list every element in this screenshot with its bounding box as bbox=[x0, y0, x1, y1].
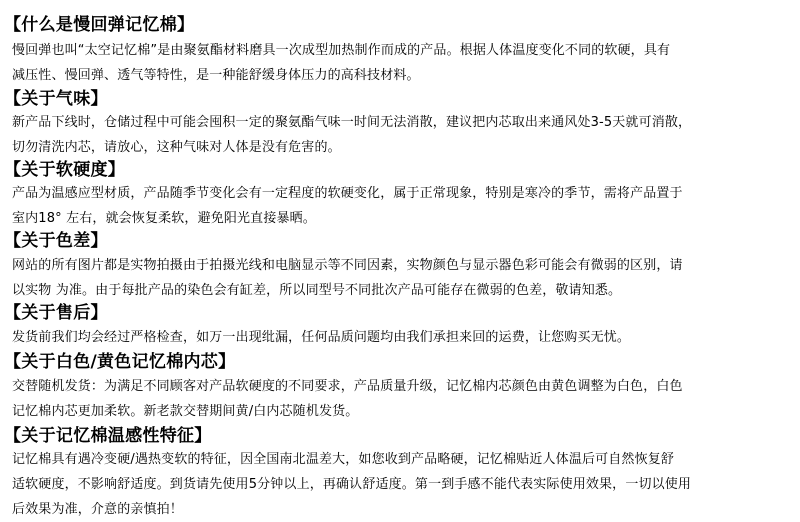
section-body bbox=[12, 447, 792, 522]
section-body bbox=[12, 110, 792, 160]
section-heading: 【关于白色/黄色记忆棉内芯】 bbox=[4, 352, 236, 372]
body-line: 记忆棉具有遇冷变硬/遇热变软的特征，因全国南北温差大，如您收到产品略硬，记忆棉贴近人体温后可自然恢复舒 bbox=[12, 452, 675, 467]
section-body bbox=[12, 38, 792, 88]
section-heading: 【关于色差】 bbox=[4, 231, 108, 251]
body-line: 发货前我们均会经过严格检查，如万一出现纰漏，任何品质问题均由我们承担来回的运费，让您购买无忧。 bbox=[12, 330, 631, 345]
section-heading: 【关于气味】 bbox=[4, 89, 108, 109]
section-body bbox=[12, 325, 792, 350]
body-line: 室内18° 左右，就会恢复柔软，避免阳光直接暴晒。 bbox=[12, 211, 316, 226]
section-heading: 【关于软硬度】 bbox=[4, 160, 126, 180]
section-body bbox=[12, 253, 792, 303]
body-line: 慢回弹也叫“太空记忆棉”是由聚氨酯材料磨具一次成型加热制作而成的产品。根据人体温度变化不同的软硬，具有 bbox=[12, 43, 671, 58]
body-line: 适软硬度，不影响舒适度。到货请先使用5分钟以上，再确认舒适度。第一到手感不能代表实际使用效果，一切以使用 bbox=[12, 477, 692, 492]
body-line: 切勿清洗内芯，请放心，这种气味对人体是没有危害的。 bbox=[12, 140, 341, 155]
section-heading: 【关于售后】 bbox=[4, 303, 108, 323]
section-heading: 【什么是慢回弹记忆棉】 bbox=[4, 15, 195, 35]
body-line: 记忆棉内芯更加柔软。新老款交替期间黄/白内芯随机发货。 bbox=[12, 404, 359, 419]
section-heading: 【关于记忆棉温感性特征】 bbox=[4, 426, 212, 446]
body-line: 减压性、慢回弹、透气等特性，是一种能舒缓身体压力的高科技材料。 bbox=[12, 68, 420, 83]
body-line: 产品为温感应型材质，产品随季节变化会有一定程度的软硬变化，属于正常现象，特别是寒冷的季节，需将产品置于 bbox=[12, 186, 683, 201]
body-line: 新产品下线时，仓储过程中可能会囤积一定的聚氨酯气味一时间无法消散，建议把内芯取出来通风处3-5天就可消散， bbox=[12, 115, 692, 130]
body-line: 交替随机发货：为满足不同顾客对产品软硬度的不同要求，产品质量升级，记忆棉内芯颜色由黄色调整为白色，白色 bbox=[12, 379, 683, 394]
body-line: 后效果为准，介意的亲慎拍！ bbox=[12, 502, 183, 517]
body-line: 以实物 为准。由于每批产品的染色会有缸差，所以同型号不同批次产品可能存在微弱的色差，敬请知悉。 bbox=[12, 283, 622, 298]
section-body bbox=[12, 181, 792, 231]
section-body bbox=[12, 374, 792, 424]
body-line: 网站的所有图片都是实物拍摄由于拍摄光线和电脑显示等不同因素，实物颜色与显示器色彩可能会有微弱的区别，请 bbox=[12, 258, 683, 273]
